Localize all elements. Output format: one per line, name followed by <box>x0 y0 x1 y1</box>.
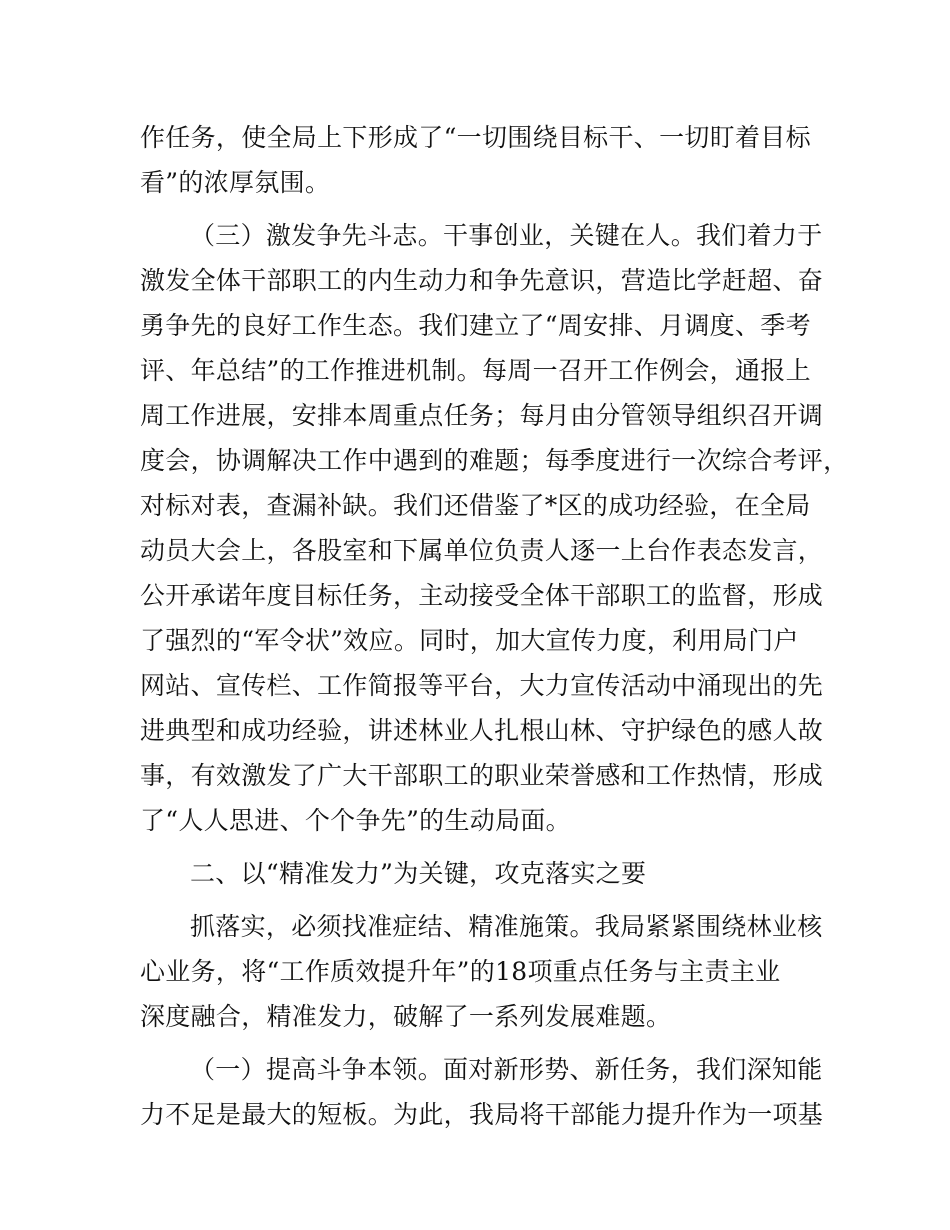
paragraph-heading-1: （一）提高斗争本领。面对新形势、新任务，我们深知能 <box>190 1055 823 1084</box>
text-line: 事，有效激发了广大干部职工的职业荣誉感和工作热情，形成 <box>140 761 824 790</box>
text-line: 动员大会上，各股室和下属单位负责人逐一上台作表态发言， <box>140 536 824 565</box>
section-heading-2: 二、以“精准发力”为关键，攻克落实之要 <box>190 859 647 888</box>
text-line: 深度融合，精准发力，破解了一系列发展难题。 <box>140 1002 672 1031</box>
text-line: 作任务，使全局上下形成了“一切围绕目标干、一切盯着目标 <box>140 123 811 152</box>
text-line: 对标对表，查漏补缺。我们还借鉴了*区的成功经验，在全局 <box>140 491 811 520</box>
text-line: 力不足是最大的短板。为此，我局将干部能力提升作为一项基 <box>140 1100 824 1129</box>
text-line: 进典型和成功经验，讲述林业人扎根山林、守护绿色的感人故 <box>140 716 824 745</box>
text-line: 看”的浓厚氛围。 <box>140 168 331 197</box>
text-line: 勇争先的良好工作生态。我们建立了“周安排、月调度、季考 <box>140 311 811 340</box>
text-line: 了强烈的“军令状”效应。同时，加大宣传力度，利用局门户 <box>140 626 799 655</box>
text-line: 心业务，将“工作质效提升年”的18项重点任务与主责主业 <box>140 957 781 986</box>
text-line: 评、年总结”的工作推进机制。每周一召开工作例会，通报上 <box>140 356 811 385</box>
text-line: 了“人人思进、个个争先”的生动局面。 <box>140 806 571 835</box>
text-line: 抓落实，必须找准症结、精准施策。我局紧紧围绕林业核 <box>190 912 823 941</box>
text-line: 周工作进展，安排本周重点任务；每月由分管领导组织召开调 <box>140 401 824 430</box>
text-line: 激发全体干部职工的内生动力和争先意识，营造比学赶超、奋 <box>140 266 824 295</box>
text-line: 度会，协调解决工作中遇到的难题；每季度进行一次综合考评， <box>140 446 849 475</box>
text-line: 公开承诺年度目标任务，主动接受全体干部职工的监督，形成 <box>140 581 824 610</box>
text-line: 网站、宣传栏、工作简报等平台，大力宣传活动中涌现出的先 <box>140 671 824 700</box>
paragraph-heading-3: （三）激发争先斗志。干事创业，关键在人。我们着力于 <box>190 221 823 250</box>
